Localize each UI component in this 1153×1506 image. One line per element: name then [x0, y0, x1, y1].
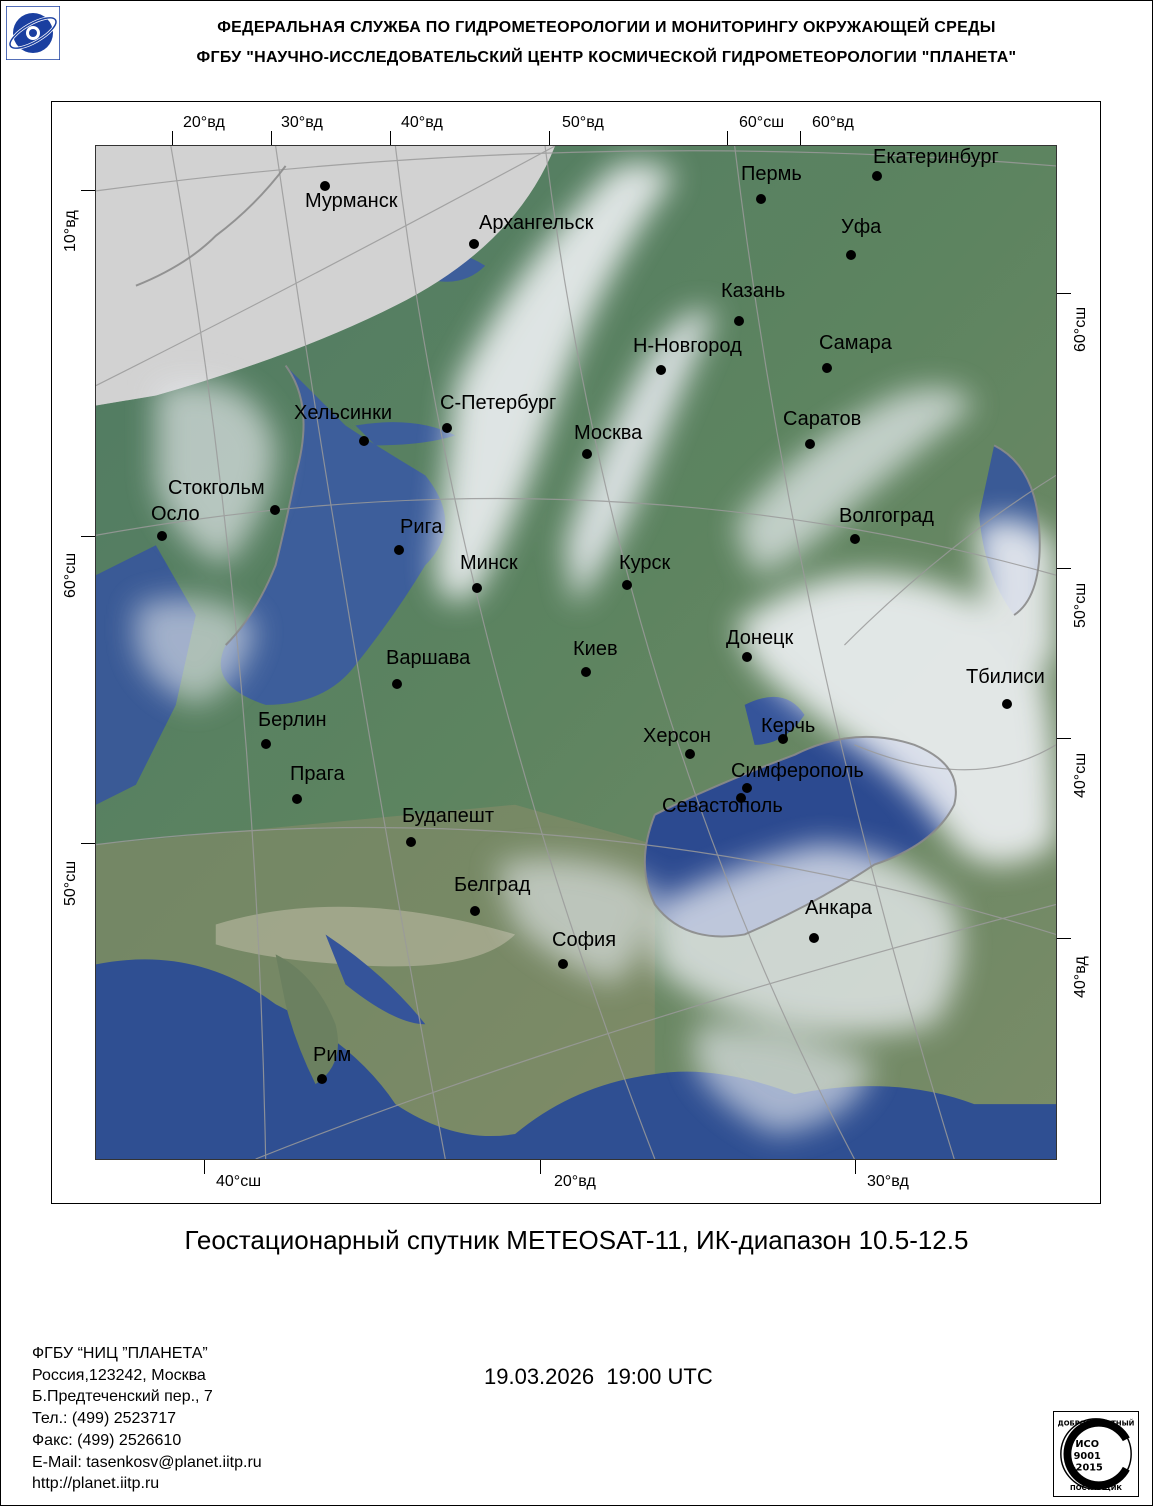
lat-label: 50°сш: [1072, 582, 1089, 628]
city-name: Херсон: [643, 725, 711, 747]
tick: [727, 131, 728, 145]
city-name: Минск: [460, 552, 518, 574]
city-name: Пермь: [741, 163, 802, 185]
city-name: Архангельск: [479, 212, 594, 234]
tick: [81, 190, 95, 191]
city-name: Керчь: [761, 715, 816, 737]
tick: [204, 1160, 205, 1174]
city-dot-icon: [394, 545, 404, 555]
city-dot-icon: [317, 1074, 327, 1084]
city-dot-icon: [846, 250, 856, 260]
city-name: Тбилиси: [966, 666, 1045, 688]
city-name: Симферополь: [731, 760, 864, 782]
city-name: Прага: [290, 763, 345, 785]
tick: [549, 131, 550, 145]
city-name: С-Петербург: [440, 392, 557, 414]
city-name: Н-Новгород: [633, 335, 742, 357]
tick: [1057, 293, 1071, 294]
city-name: Севастополь: [662, 795, 783, 817]
city-name: Екатеринбург: [873, 146, 999, 168]
city-dot-icon: [656, 365, 666, 375]
lat-label: 50°сш: [62, 860, 79, 906]
tick: [855, 1160, 856, 1174]
city-name: Волгоград: [839, 505, 934, 527]
city-dot-icon: [359, 436, 369, 446]
city-name: Будапешт: [402, 805, 494, 827]
city-name: Москва: [574, 422, 643, 444]
contact-address: Россия,123242, Москва: [32, 1366, 206, 1384]
tick: [1057, 568, 1071, 569]
lon-label: 50°вд: [562, 114, 604, 131]
lon-label: 20°вд: [554, 1173, 596, 1190]
city-dot-icon: [1002, 699, 1012, 709]
svg-text:9001: 9001: [1073, 1450, 1101, 1462]
lat-label: 40°сш: [1072, 752, 1089, 798]
lon-label: 40°вд: [401, 114, 443, 131]
city-name: Курск: [619, 552, 671, 574]
city-dot-icon: [850, 534, 860, 544]
city-dot-icon: [685, 749, 695, 759]
city-dot-icon: [442, 423, 452, 433]
planeta-logo: [6, 6, 60, 60]
city-dot-icon: [742, 652, 752, 662]
tick: [81, 536, 95, 537]
city-name: Самара: [819, 332, 892, 354]
city-dot-icon: [472, 583, 482, 593]
lat-label: 40°сш: [216, 1173, 262, 1190]
contact-website: http://planet.iitp.ru: [32, 1475, 160, 1493]
city-name: Казань: [721, 280, 786, 302]
tick: [81, 843, 95, 844]
iso-certificate-badge: [1053, 1411, 1139, 1497]
city-name: Киев: [573, 638, 618, 660]
city-dot-icon: [822, 363, 832, 373]
lat-label: 60°сш: [1072, 306, 1089, 352]
city-name: София: [552, 929, 617, 951]
city-dot-icon: [558, 959, 568, 969]
city-dot-icon: [809, 933, 819, 943]
city-dot-icon: [292, 794, 302, 804]
city-name: Варшава: [386, 647, 471, 669]
tick: [172, 131, 173, 145]
city-dot-icon: [406, 837, 416, 847]
svg-text:ИСО: ИСО: [1075, 1439, 1100, 1451]
lon-label: 20°вд: [183, 114, 225, 131]
contact-street: Б.Предтеченский пер., 7: [32, 1388, 213, 1406]
city-dot-icon: [742, 783, 752, 793]
city-name: Рига: [400, 516, 443, 538]
svg-text:ДОБРОСОВЕСТНЫЙ: ДОБРОСОВЕСТНЫЙ: [1057, 1419, 1135, 1428]
contact-fax: Факс: (499) 2526610: [32, 1431, 182, 1449]
city-name: Саратов: [783, 408, 862, 430]
contact-block: [32, 1343, 262, 1495]
city-name: Анкара: [805, 897, 872, 919]
city-dot-icon: [261, 739, 271, 749]
city-dot-icon: [270, 505, 280, 515]
contact-phone: Тел.: (499) 2523717: [32, 1410, 176, 1428]
city-name: Осло: [151, 503, 200, 525]
tick: [390, 131, 391, 145]
tick: [540, 1160, 541, 1174]
header-agency: ФЕДЕРАЛЬНАЯ СЛУЖБА ПО ГИДРОМЕТЕОРОЛОГИИ И МОНИТОРИНГУ ОКРУЖАЮЩЕЙ СРЕДЫ: [217, 19, 996, 36]
city-name: Хельсинки: [294, 402, 393, 424]
city-dot-icon: [872, 171, 882, 181]
city-name: Мурманск: [305, 190, 398, 212]
city-dot-icon: [469, 239, 479, 249]
lon-label: 10°вд: [62, 210, 79, 252]
tick: [271, 131, 272, 145]
city-dot-icon: [157, 531, 167, 541]
tick: [800, 131, 801, 145]
city-name: Стокгольм: [168, 477, 265, 499]
city-name: Донецк: [726, 627, 794, 649]
city-dot-icon: [622, 580, 632, 590]
tick: [1057, 738, 1071, 739]
contact-org: ФГБУ “НИЦ ”ПЛАНЕТА”: [32, 1345, 208, 1362]
svg-text:ПОСТАВЩИК: ПОСТАВЩИК: [1069, 1484, 1123, 1493]
lat-label: 60°сш: [739, 114, 785, 131]
city-dot-icon: [756, 194, 766, 204]
lon-label: 40°вд: [1072, 956, 1089, 998]
city-name: Белград: [454, 874, 531, 896]
city-dot-icon: [582, 449, 592, 459]
city-dot-icon: [581, 667, 591, 677]
city-dot-icon: [805, 439, 815, 449]
lon-label: 30°вд: [867, 1173, 909, 1190]
header-center: ФГБУ "НАУЧНО-ИССЛЕДОВАТЕЛЬСКИЙ ЦЕНТР КОСМИЧЕСКОЙ ГИДРОМЕТЕОРОЛОГИИ "ПЛАНЕТА": [196, 49, 1017, 66]
city-dot-icon: [392, 679, 402, 689]
city-name: Рим: [313, 1044, 352, 1066]
tick: [1057, 938, 1071, 939]
lon-label: 60°вд: [812, 114, 854, 131]
image-caption: Геостационарный спутник METEOSAT-11, ИК-диапазон 10.5-12.5: [184, 1225, 969, 1255]
svg-text:-2015: -2015: [1071, 1462, 1103, 1474]
contact-email: E-Mail: tasenkosv@planet.iitp.ru: [32, 1453, 262, 1471]
lon-label: 30°вд: [281, 114, 323, 131]
city-name: Уфа: [841, 216, 882, 238]
observation-datetime: 19.03.2026 19:00 UTC: [484, 1364, 713, 1389]
lat-label: 60°сш: [62, 552, 79, 598]
city-dot-icon: [734, 316, 744, 326]
city-dot-icon: [470, 906, 480, 916]
city-name: Берлин: [258, 709, 327, 731]
